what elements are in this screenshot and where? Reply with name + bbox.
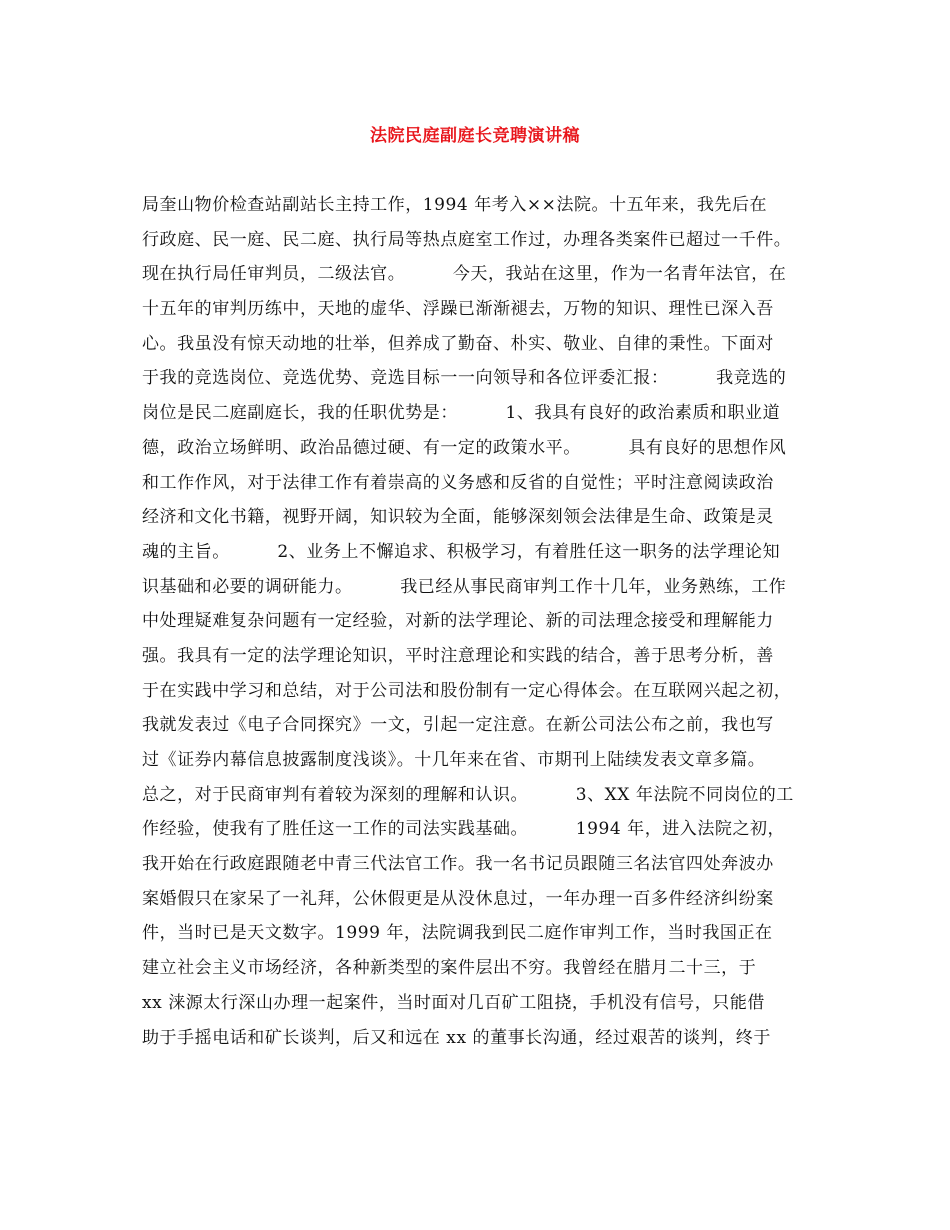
paragraph-line: 总之，对于民商审判有着较为深刻的理解和认识。 3、XX 年法院不同岗位的工: [142, 784, 794, 805]
paragraph-line: 我开始在行政庭跟随老中青三代法官工作。我一名书记员跟随三名法官四处奔波办: [142, 854, 774, 875]
paragraph-line: 魂的主旨。 2、业务上不懈追求、积极学习，有着胜任这一职务的法学理论知: [142, 541, 781, 562]
paragraph-line: 于在实践中学习和总结，对于公司法和股份制有一定心得体会。在互联网兴起之初，: [142, 680, 792, 701]
paragraph-line: 岗位是民二庭副庭长，我的任职优势是： 1、我具有良好的政治素质和职业道: [142, 403, 781, 424]
paragraph-line: 和工作作风，对于法律工作有着崇高的义务感和反省的自觉性；平时注意阅读政治: [142, 472, 774, 493]
document-body: [142, 193, 832, 1060]
paragraph-line: 十五年的审判历练中，天地的虚华、浮躁已渐渐褪去，万物的知识、理性已深入吾: [142, 299, 774, 320]
paragraph-line: 过《证券内幕信息披露制度浅谈》。十几年来在省、市期刊上陆续发表文章多篇。: [142, 750, 766, 770]
paragraph-line: 件，当时已是天文数字。1999 年，法院调我到民二庭作审判工作，当时我国正在: [142, 923, 773, 944]
paragraph-line: 行政庭、民一庭、民二庭、执行局等热点庭室工作过，办理各类案件已超过一千件。: [142, 229, 792, 250]
paragraph-line: xx 涞源太行深山办理一起案件，当时面对几百矿工阻挠，手机没有信号，只能借: [142, 992, 765, 1013]
paragraph-line: 经济和文化书籍，视野开阔，知识较为全面，能够深刻领会法律是生命、政策是灵: [142, 507, 774, 528]
paragraph-line: 案婚假只在家呆了一礼拜，公休假更是从没休息过，一年办理一百多件经济纠纷案: [142, 888, 774, 909]
document-title: 法院民庭副庭长竞聘演讲稿: [370, 126, 580, 146]
paragraph-line: 我就发表过《电子合同探究》一文，引起一定注意。在新公司法公布之前，我也写: [142, 715, 774, 736]
paragraph-line: 作经验，使我有了胜任这一工作的司法实践基础。 1994 年，进入法院之初，: [142, 819, 786, 840]
paragraph-line: 助于手摇电话和矿长谈判，后又和远在 xx 的董事长沟通，经过艰苦的谈判，终于: [142, 1027, 771, 1048]
paragraph-line: 现在执行局任审判员，二级法官。 今天，我站在这里，作为一名青年法官，在: [142, 264, 787, 285]
paragraph-line: 局奎山物价检查站副站长主持工作，1994 年考入××法院。十五年来，我先后在: [142, 195, 768, 215]
paragraph-line: 德，政治立场鲜明、政治品德过硬、有一定的政策水平。 具有良好的思想作风: [142, 437, 787, 458]
paragraph-line: 强。我具有一定的法学理论知识，平时注意理论和实践的结合，善于思考分析，善: [142, 645, 774, 666]
paragraph-line: 中处理疑难复杂问题有一定经验，对新的法学理论、新的司法理念接受和理解能力: [142, 611, 774, 632]
paragraph-line: 识基础和必要的调研能力。 我已经从事民商审判工作十几年，业务熟练，工作: [142, 576, 787, 597]
paragraph-line: 建立社会主义市场经济，各种新类型的案件层出不穷。我曾经在腊月二十三，于: [142, 958, 757, 979]
paragraph-line: 于我的竞选岗位、竞选优势、竞选目标一一向领导和各位评委汇报： 我竞选的: [142, 368, 787, 389]
paragraph-line: 心。我虽没有惊天动地的壮举，但养成了勤奋、朴实、敬业、自律的秉性。下面对: [142, 333, 774, 354]
